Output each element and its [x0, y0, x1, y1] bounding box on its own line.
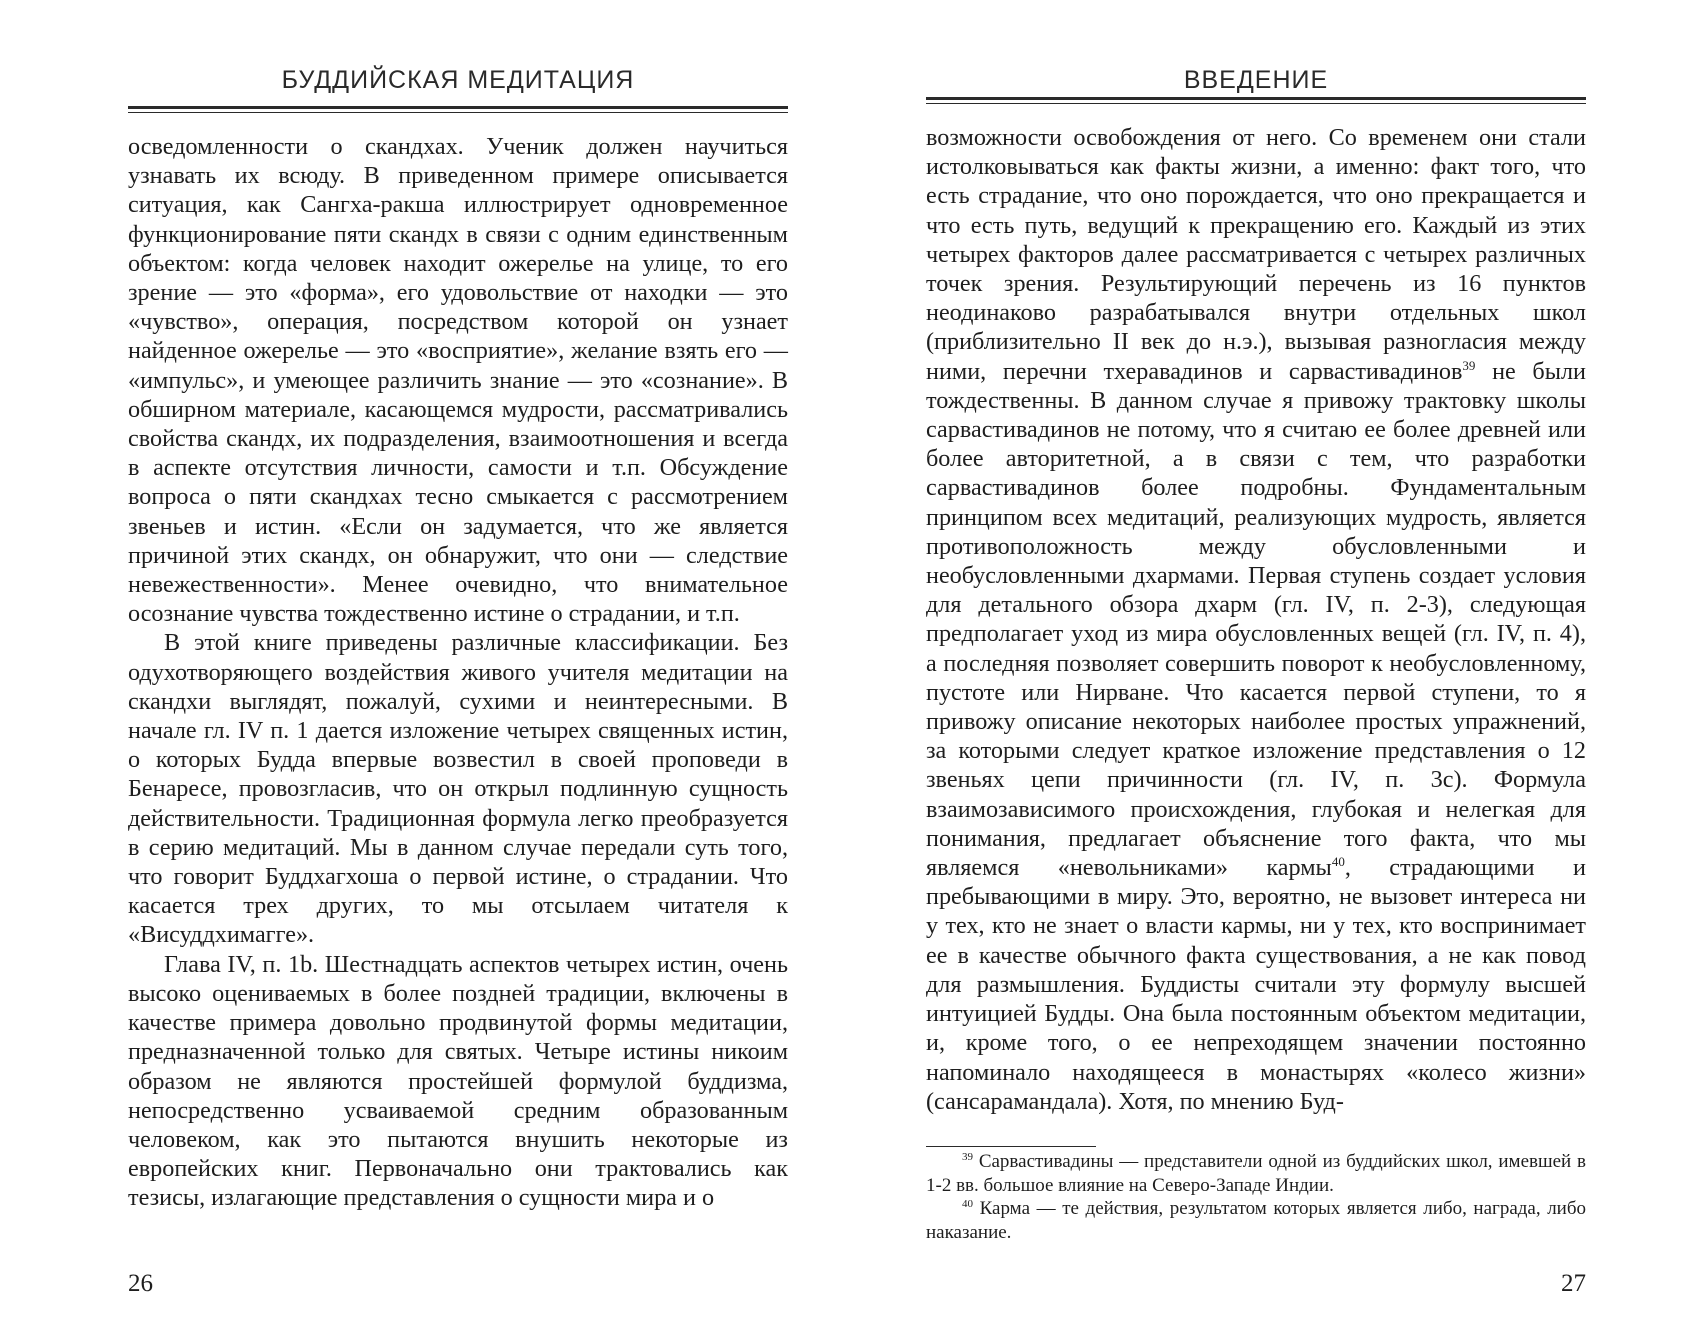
footnote-separator	[926, 1146, 1096, 1147]
text-run: , страдающими и пребывающими в миру. Это, вероятно, не вызовет интереса ни у тех, кто не знает о власти кармы, ни у тех, кто воспринимает ее в качестве обычного факта существования, а не как повод для размышления. Буддисты считали эту формулу высшей интуицией Будды. Она была постоянным объектом медитации, и, кроме того, о ее непреходящем значении постоянно напоминало находящееся в монастырях «колесо жизни» (сансарамандала). Хотя, по мнению Буд-	[926, 854, 1586, 1115]
footnote-number: 40	[962, 1198, 973, 1210]
running-head-left: БУДДИЙСКАЯ МЕДИТАЦИЯ	[281, 66, 635, 94]
paragraph: осведомленности о скандхах. Ученик должен научиться узнавать их всюду. В приведенном примере описывается ситуация, как Сангха-ракша иллюстрирует одновременное функционирование пяти скандх в связи с одним единственным объектом: когда человек находит ожерелье на улице, то его зрение — это «форма», его удовольствие от находки — это «чувство», операция, посредством которой он узнает найденное ожерелье — это «восприятие», желание взять его — «импульс», и умеющее различить знание — это «сознание». В обширном материале, касающемся мудрости, рассматривались свойства скандх, их подразделения, взаимоотношения и всегда в аспекте отсутствия личности, самости и т.п. Обсуждение вопроса о пяти скандхах тесно смыкается с рассмотрением звеньев и истин. «Если он задумается, что же является причиной этих скандх, он обнаружит, что они — следствие невежественности». Менее очевидно, что внимательное осознание чувства тождественно истине о страдании, и т.п.	[128, 133, 788, 628]
body-text-right	[926, 123, 1586, 1116]
header-rule-thin	[128, 112, 788, 113]
header-rule-thick	[926, 97, 1586, 100]
text-run: возможности освобождения от него. Со временем они стали истолковываться как факты жизни, а именно: факт того, что есть страдание, что оно порождается, что оно прекращается и что есть путь, ведущий к прекращению его. Каждый из этих четырех факторов далее рассматривается с четырех различных точек зрения. Результирующий перечень из 16 пунктов неодинаково разрабатывался внутри отдельных школ (приблизительно II век до н.э.), вызывая разногласия между ними, перечни тхеравадинов и сарвастивадинов	[926, 124, 1586, 385]
paragraph: Глава IV, п. 1b. Шестнадцать аспектов четырех истин, очень высоко оцениваемых в более поздней традиции, включены в качестве примера довольно продвинутой формы медитации, предназначенной только для святых. Четыре истины никоим образом не являются простейшей формулой буддизма, непосредственно усваиваемой средним образованным человеком, как это пытаются внушить некоторые из европейских книг. Первоначально они трактовались как тезисы, излагающие представления о сущности мира и о	[128, 950, 788, 1212]
text-run: не были тождественны. В данном случае я привожу трактовку школы сарвастивадинов не потому, что я считаю ее более древней или более авторитетной, а в связи с тем, что разработки сарвастивадинов более подробны. Фундаментальным принципом всех медитаций, реализующих мудрость, является противоположность между обусловленными и необусловленными дхармами. Первая ступень создает условия для детального обзора дхарм (гл. IV, п. 2-3), следующая предполагает уход из мира обусловленных вещей (гл. IV, п. 4), а последняя позволяет совершить поворот к необусловленному, пустоте или Нирване. Что касается первой ступени, то я привожу описание некоторых наиболее простых упражнений, за которыми следует краткое изложение представления о 12 звеньях цепи причинности (гл. IV, п. 3с). Формула взаимозависимого происхождения, глубокая и нелегкая для понимания, предлагает объяснение того факта, что мы являемся «невольниками» кармы	[926, 357, 1586, 882]
right-page	[926, 0, 1586, 1339]
footnote	[926, 1150, 1586, 1197]
footnote-number: 39	[962, 1151, 973, 1163]
footnote-ref: 40	[1331, 854, 1345, 870]
running-head-right: ВВЕДЕНИЕ	[1183, 66, 1329, 94]
footnote-text: Карма — те действия, результатом которых является либо, награда, либо наказание.	[926, 1198, 1587, 1243]
page-number-right: 27	[1561, 1270, 1586, 1297]
footnotes	[926, 1150, 1586, 1244]
body-text-left	[128, 132, 788, 1213]
page-number-left: 26	[128, 1270, 153, 1297]
paragraph	[926, 123, 1586, 1116]
footnote	[926, 1197, 1586, 1244]
header-rule-thick	[128, 106, 788, 109]
footnote-ref: 39	[1462, 357, 1476, 373]
paragraph: В этой книге приведены различные классификации. Без одухотворяющего воздействия живого учителя медитации на скандхи выглядят, пожалуй, сухими и неинтересными. В начале гл. IV п. 1 дается изложение четырех священных истин, о которых Будда впервые возвестил в своей проповеди в Бенаресе, провозгласив, что он открыл подлинную сущность действительности. Традиционная формула легко преобразуется в серию медитаций. Мы в данном случае передали суть того, что говорит Буддхагхоша о первой истине, о страдании. Что касается трех других, то мы отсылаем читателя к «Висуддхимагге».	[128, 629, 788, 949]
footnote-text: Сарвастивадины — представители одной из буддийских школ, имевшей в 1-2 вв. большое влияние на Северо-Западе Индии.	[926, 1151, 1586, 1196]
header-rule-thin	[926, 103, 1586, 104]
left-page	[128, 0, 788, 1339]
